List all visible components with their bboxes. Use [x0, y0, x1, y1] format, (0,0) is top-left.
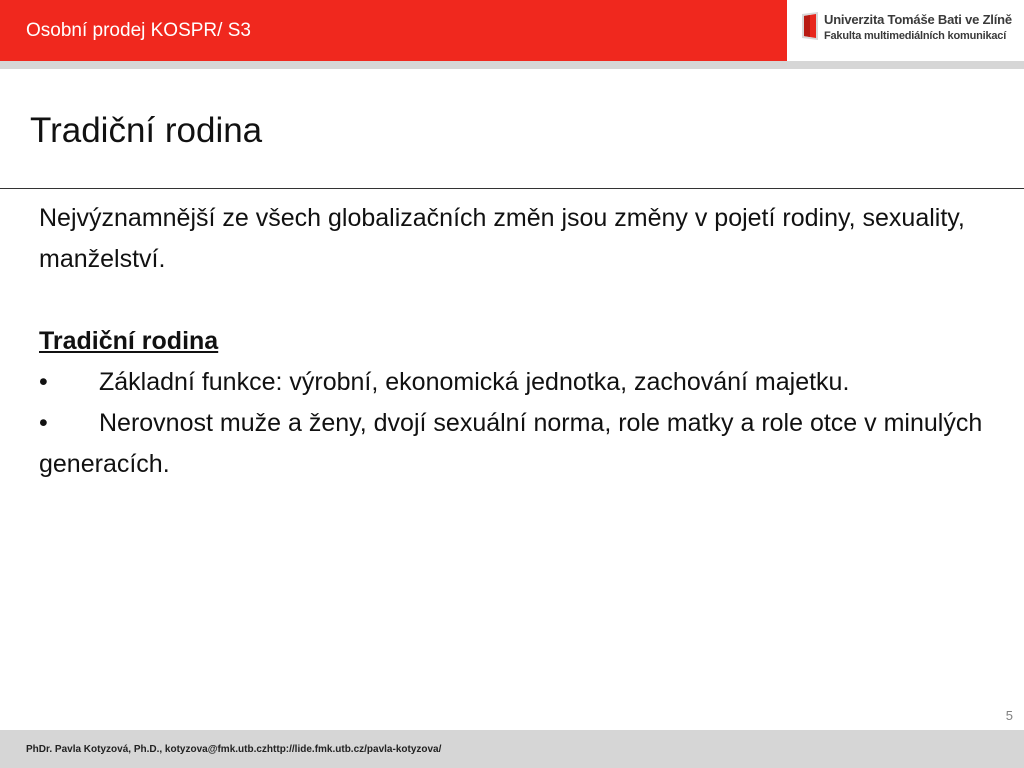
- bullet-text: Základní funkce: výrobní, ekonomická jednotka, zachování majetku.: [99, 368, 850, 396]
- slide-body: [39, 198, 999, 485]
- footer-bar: [0, 730, 1024, 768]
- paragraph-spacer: [39, 280, 999, 321]
- course-title: Osobní prodej KOSPR/ S3: [26, 20, 251, 41]
- footer-author-contact: PhDr. Pavla Kotyzová, Ph.D., kotyzova@fmk.utb.czhttp://lide.fmk.utb.cz/pavla-kotyzova/: [26, 744, 442, 755]
- bullet-item: [39, 362, 999, 403]
- bullet-text: Nerovnost muže a ženy, dvojí sexuální norma, role matky a role otce v minulých generacích.: [39, 409, 983, 478]
- bullet-icon: •: [39, 368, 48, 396]
- logo-university-name: Univerzita Tomáše Bati ve Zlíně: [824, 12, 1012, 27]
- university-logo: [800, 10, 1020, 50]
- page-number: 5: [1005, 708, 1013, 723]
- university-logo-icon: [800, 12, 820, 40]
- intro-paragraph: Nejvýznamnější ze všech globalizačních změn jsou změny v pojetí rodiny, sexuality, manželství.: [39, 204, 965, 273]
- logo-faculty-name: Fakulta multimediálních komunikací: [824, 30, 1007, 42]
- bullet-icon: •: [39, 409, 48, 437]
- title-divider: [0, 188, 1024, 189]
- section-heading: Tradiční rodina: [39, 327, 219, 355]
- bullet-item: [39, 403, 999, 485]
- header-divider: [0, 61, 1024, 69]
- slide-title: Tradiční rodina: [30, 111, 263, 150]
- header-bar: [0, 0, 787, 61]
